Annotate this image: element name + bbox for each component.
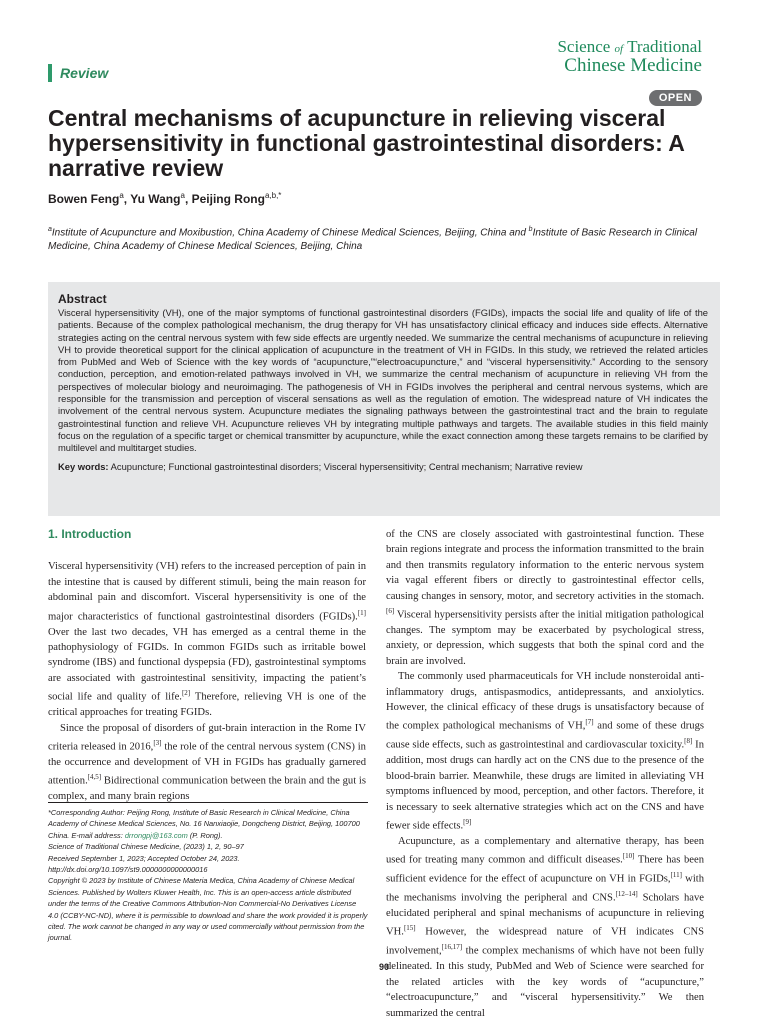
left-column bbox=[48, 527, 366, 805]
paragraph-text: Scholars have elucidated peripheral and spinal mechanisms of acupuncture in relieving VH. bbox=[386, 892, 704, 938]
keywords-label: Key words: bbox=[58, 460, 109, 472]
affiliation-mark-b: b bbox=[528, 226, 533, 233]
corresponding-email-link[interactable]: drrongpj@163.com bbox=[124, 830, 188, 840]
keywords-list: Acupuncture; Functional gastrointestinal disorders; Visceral hypersensitivity; Central mechanism; Narrative review bbox=[110, 460, 583, 472]
body-paragraph bbox=[386, 834, 704, 1021]
citation-ref[interactable]: [8] bbox=[684, 737, 693, 746]
affiliations bbox=[48, 223, 708, 253]
journal-word-science: Science bbox=[557, 37, 611, 56]
citation-ref[interactable]: [10] bbox=[622, 852, 635, 861]
citation-ref[interactable]: [16,17] bbox=[441, 943, 463, 952]
author-name: Bowen Feng bbox=[48, 192, 120, 206]
citation-ref[interactable]: [1] bbox=[357, 608, 366, 617]
citation-ref[interactable]: [15] bbox=[403, 924, 416, 933]
citation-ref[interactable]: [9] bbox=[463, 817, 472, 826]
citation-ref[interactable]: [7] bbox=[585, 718, 594, 727]
citation-ref[interactable]: [11] bbox=[670, 871, 682, 880]
author-affiliation-mark: a bbox=[119, 191, 124, 200]
paragraph-text: Visceral hypersensitivity (VH) refers to the increased perception of pain in the intestine that is caused by different stimuli, being the main reason for abdominal pain and discomfort. Visceral hypersensitivity is one of the major characteristics of functional gastrointestinal disorders (FGIDs). bbox=[48, 561, 366, 623]
author-affiliation-mark: a,b,* bbox=[264, 191, 282, 200]
journal-logo bbox=[557, 38, 702, 76]
paragraph-text: Therefore, relieving VH is one of the critical approaches for treating FGIDs. bbox=[48, 691, 366, 719]
citation-ref[interactable]: [4,5] bbox=[87, 773, 102, 782]
right-column bbox=[386, 527, 704, 1021]
citation-ref[interactable]: [6] bbox=[386, 607, 395, 616]
paragraph-text: Visceral hypersensitivity persists after the initial mitigation pathological changes. The symptom may be exacerbated by psychological stress, anxiety, or depression, which suggests that both the spinal cord and the brain are involved. bbox=[386, 609, 704, 667]
keywords bbox=[58, 461, 708, 473]
journal-logo-line2: Chinese Medicine bbox=[564, 54, 702, 76]
paragraph-text: Since the proposal of disorders of gut-brain interaction in the Rome IV criteria released in 2016, bbox=[48, 722, 366, 753]
body-paragraph bbox=[48, 721, 366, 805]
citation-ref[interactable]: [2] bbox=[181, 689, 191, 698]
journal-citation: Science of Traditional Chinese Medicine, (2023) 1, 2, 90–97 bbox=[48, 842, 244, 852]
paragraph-text: In addition, most drugs can hardly act on the CNS due to the presence of the blood-brain barrier. Meanwhile, these drugs are limited in alleviating VH symptoms influenced by mood, perception, and other factors. Therefore, it is necessary to seek alternative strategies which act on the CNS and have fewer side effects. bbox=[386, 739, 704, 832]
abstract-text: Visceral hypersensitivity (VH), one of the major symptoms of functional gastrointestinal disorders (FGIDs), impacts the social life and quality of life of the patients. Because of the complex pathological mechanism, the drug therapy for VH has unsatisfactory clinical efficacy and induces side effects. Alternative strategies acting on the central nervous system with few side effects are urgently needed. We summarize the central mechanisms of acupuncture in relieving VH to provide theoretical support for the clinical application of acupuncture in the treatment of VH in FGIDs. In this study, we retrieved the related articles from PubMed and Web of Science with the key words of “acupuncture,”“electroacupuncture,” and “visceral hypersensitivity.” According to the sensory conduction, perception, and emotion-related pathways involved in VH, we summarize the central mechanism of acupuncture in relieving VH from the perspectives of molecular biology and neuroimaging. The pathogenesis of VH in FGIDs involves the peripheral and central nervous systems, which are responsible for the transmission and perception of visceral sensations as well as the regulation of emotion. The widespread nature of VH indicates the involvement of the central nervous system. Acupuncture mediates the signaling pathways between the gastrointestinal tract and the brain to regulate gastrointestinal function and relieve VH. Acupuncture relieves VH by integrating multiple pathways and targets. The available studies in this field mainly focus on the regulation of a specific target or chemical transmitter by acupuncture, while the exact connection among these targets remains to be clarified by multilevel and multitarget studies. bbox=[58, 307, 708, 454]
journal-logo-line1 bbox=[557, 38, 702, 56]
paragraph-text: Acupuncture, as a complementary and alternative therapy, has been used for treating many common and difficult diseases. bbox=[386, 835, 704, 866]
paragraph-text: with the mechanisms involving the peripheral and CNS. bbox=[386, 873, 705, 904]
received-accepted-dates: Received September 1, 2023; Accepted October 24, 2023. bbox=[48, 853, 240, 863]
paragraph-text: and some of these drugs cause side effects, such as gastrointestinal and cardiovascular toxicity. bbox=[386, 720, 704, 751]
author-name: Yu Wang bbox=[130, 192, 181, 206]
affiliation-a: Institute of Acupuncture and Moxibustion, China Academy of Chinese Medical Sciences, Beijing, China and bbox=[51, 227, 529, 239]
citation-ref[interactable]: [3] bbox=[153, 738, 162, 747]
author-affiliation-mark: a bbox=[180, 191, 185, 200]
paragraph-text: Over the last two decades, VH has emerged as a central theme in the pathophysiology of FGIDs. In common FGIDs such as irritable bowel syndrome (IBS) and functional dyspepsia (FD), gastrointestinal symptoms are associated with gastrointestinal sensitivity, impacting the patient’s social life and quality of life. bbox=[48, 626, 366, 703]
body-paragraph bbox=[386, 669, 704, 834]
paragraph-text: However, the widespread nature of VH indicates CNS involvement, bbox=[386, 927, 704, 957]
journal-word-traditional: Traditional bbox=[627, 37, 702, 56]
author-list: Bowen Feng$^a$, Yu Wang$^a$, Peijing Rong$^{a,b,*}$ bbox=[48, 191, 282, 206]
body-paragraph bbox=[48, 559, 366, 720]
affiliation-mark-a: a bbox=[48, 226, 52, 233]
body-paragraph bbox=[386, 527, 704, 669]
abstract-box bbox=[48, 282, 720, 516]
page-number: 90 bbox=[378, 962, 389, 972]
footnote-block bbox=[48, 802, 368, 944]
journal-word-of: of bbox=[614, 43, 624, 55]
corresponding-author-suffix: (P. Rong). bbox=[187, 830, 223, 840]
section-label: Review bbox=[60, 65, 109, 81]
doi-link[interactable]: http://dx.doi.org/10.1097/st9.0000000000000016 bbox=[48, 865, 208, 875]
section-tag bbox=[48, 64, 108, 82]
introduction-heading: 1. Introduction bbox=[48, 527, 132, 541]
section-tag-bar bbox=[48, 64, 52, 82]
paragraph-text: There has been sufficient evidence for the effect of acupuncture on VH in FGIDs, bbox=[386, 854, 704, 885]
paragraph-text: Bidirectional communication between the brain and the gut is complex, and many brain regions bbox=[48, 775, 366, 803]
paragraph-text: of the CNS are closely associated with gastrointestinal function. These brain regions integrate and process the information transmitted to the brain and then transmits regulatory information to the enteric nervous system via vagal efferent fibers or directly to gastrointestinal effector cells, causing changes in sensory, motor, and secretory activities in the stomach. bbox=[386, 529, 704, 602]
open-access-badge: OPEN bbox=[649, 90, 702, 106]
corresponding-author-text: *Corresponding Author: Peijing Rong, Institute of Basic Research in Clinical Medicine, China Academy of Chinese Medical Sciences, No. 16 Nanxiaojie, Dongcheng District, Beijing, 100700 China. E-mail address: bbox=[48, 808, 360, 840]
copyright-notice: Copyright © 2023 by Institute of Chinese Materia Medica, China Academy of Chinese Medical Sciences. Published by Wolters Kluwer Health, Inc. This is an open-access article distributed under the terms of the Creative Commons Attribution-Non Commercial-No Derivatives License 4.0 (CCBY-NC-ND), where it is permissible to download and share the work provided it is properly cited. The work cannot be changed in any way or used commercially without permission from the journal. bbox=[48, 876, 368, 943]
paragraph-text: the complex mechanisms of which have not been fully delineated. In this study, PubMed and Web of Science were searched for the related articles with the key words of “acupuncture,” “electroacupuncture,” and “visceral hypersensitivity.” We then summarized the central bbox=[386, 945, 704, 1019]
paragraph-text: The commonly used pharmaceuticals for VH include nonsteroidal anti-inflammatory drugs, antispasmodics, antidepressants, and anxiolytics. However, the clinical efficacy of these drugs is unsatisfactory because of the complex pathological mechanisms of VH, bbox=[386, 671, 704, 732]
article-title: Central mechanisms of acupuncture in relieving visceral hypersensitivity in functional gastrointestinal disorders: A narrative review bbox=[48, 105, 685, 181]
corresponding-author-note bbox=[48, 807, 368, 841]
abstract-heading: Abstract bbox=[58, 292, 107, 306]
paragraph-text: the role of the central nervous system (CNS) in the occurrence and development of VH in FGIDs has gradually garnered attention. bbox=[48, 741, 366, 787]
author-name: Peijing Rong bbox=[191, 192, 265, 206]
citation-ref[interactable]: [12–14] bbox=[615, 890, 638, 899]
affiliation-b: Institute of Basic Research in Clinical Medicine, China Academy of Chinese Medical Sciences, Beijing, China bbox=[48, 227, 698, 252]
